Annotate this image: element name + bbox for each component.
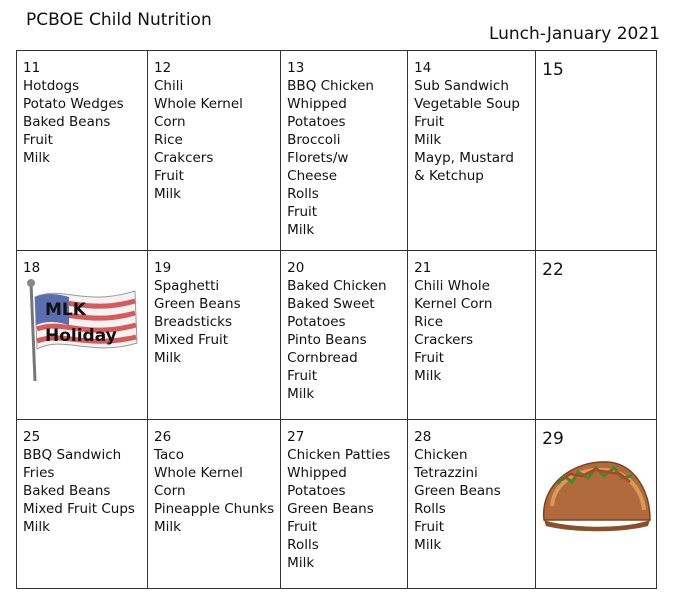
menu-item: Potatoes [287,314,346,330]
day-cell [148,251,281,420]
menu-item: Fruit [23,132,53,148]
menu-item: BBQ Sandwich [23,447,122,463]
menu-item: Corn [154,114,186,130]
menu-item: Potatoes [287,114,346,130]
day-cell [408,51,536,251]
day-cell [281,420,408,589]
day-cell [281,51,408,251]
day-cell [408,251,536,420]
menu-item: Mixed Fruit [154,332,229,348]
menu-item: Hotdogs [23,78,80,94]
day-number: 25 [23,429,41,445]
menu-item: Fruit [414,114,445,130]
day-number: 27 [287,429,305,445]
flag-caption-line2: Holiday [45,326,117,346]
menu-item: Breadsticks [154,314,233,330]
menu-item: Whole Kernel [154,465,243,481]
menu-item: Whipped [287,465,347,481]
menu-item: BBQ Chicken [287,78,374,94]
menu-item: Broccoli [287,132,341,148]
day-cell [17,251,148,420]
menu-item: Milk [154,186,181,202]
lunch-calendar [16,50,657,589]
menu-item: Baked Sweet [287,296,375,312]
menu-item: Fries [23,465,55,481]
menu-item: Whipped [287,96,347,112]
menu-item: Potatoes [287,483,346,499]
day-cell [17,51,148,251]
menu-item: Milk [23,150,50,166]
day-cell [536,51,657,251]
menu-item: Sub Sandwich [414,78,509,94]
menu-item: Florets/w [287,150,349,166]
menu-item: Rolls [414,501,446,517]
menu-item: Cornbread [287,350,358,366]
menu-month-title: Lunch-January 2021 [488,24,660,44]
menu-item: Crakcers [154,150,214,166]
day-number: 13 [287,60,305,76]
menu-item: Pineapple Chunks [154,501,275,517]
menu-item: Fruit [287,368,318,384]
menu-item: Cheese [287,168,338,184]
menu-item: & Ketchup [414,168,484,184]
menu-item: Corn [154,483,186,499]
menu-item: Chicken [414,447,468,463]
day-cell [148,51,281,251]
menu-item: Rolls [287,537,319,553]
menu-item: Milk [287,555,315,571]
menu-item: Whole Kernel [154,96,243,112]
day-number: 20 [287,260,305,276]
day-number: 19 [154,260,172,276]
menu-item: Mayp, Mustard [414,150,514,166]
menu-item: Milk [414,132,442,148]
menu-item: Milk [287,386,315,402]
menu-item: Baked Beans [23,114,111,130]
day-number: 26 [154,429,172,445]
menu-item: Pinto Beans [287,332,367,348]
menu-item: Milk [287,222,315,238]
menu-item: Fruit [287,204,318,220]
menu-item: Fruit [414,519,445,535]
week-row [17,251,657,420]
taco-icon [538,454,654,534]
menu-item: Baked Beans [23,483,111,499]
day-number: 21 [414,260,432,276]
menu-item: Spaghetti [154,278,220,294]
day-cell [536,251,657,420]
menu-item: Fruit [287,519,318,535]
menu-item: Milk [414,537,442,553]
menu-item: Crackers [414,332,474,348]
day-number: 11 [23,60,41,76]
menu-item: Rolls [287,186,319,202]
menu-item: Green Beans [287,501,374,517]
menu-item: Green Beans [154,296,241,312]
menu-item: Vegetable Soup [414,96,520,112]
menu-item: Milk [154,350,181,366]
organization-title: PCBOE Child Nutrition [26,10,212,30]
menu-item: Kernel Corn [414,296,493,312]
day-number: 14 [414,60,432,76]
day-number: 12 [154,60,172,76]
day-number: 15 [542,60,564,80]
day-cell [17,420,148,589]
menu-item: Mixed Fruit Cups [23,501,135,517]
menu-item: Rice [154,132,183,148]
day-cell [148,420,281,589]
menu-item: Chili Whole [414,278,490,294]
flag-caption-line1: MLK [45,300,86,320]
menu-item: Chicken Patties [287,447,391,463]
day-cell [281,251,408,420]
menu-item: Tetrazzini [414,465,478,481]
day-number: 28 [414,429,432,445]
week-row [17,51,657,251]
menu-item: Rice [414,314,444,330]
menu-item: Potato Wedges [23,96,124,112]
day-cell [536,420,657,589]
us-flag-icon [23,277,143,385]
menu-item: Milk [154,519,181,535]
day-number: 22 [542,260,564,280]
menu-item: Fruit [414,350,445,366]
week-row [17,420,657,589]
menu-item: Taco [154,447,184,463]
menu-item: Milk [414,368,442,384]
menu-item: Fruit [154,168,184,184]
menu-item: Green Beans [414,483,501,499]
day-number: 18 [23,260,41,276]
menu-item: Baked Chicken [287,278,387,294]
menu-item: Chili [154,78,184,94]
day-cell [408,420,536,589]
day-number: 29 [542,429,564,449]
menu-item: Milk [23,519,50,535]
